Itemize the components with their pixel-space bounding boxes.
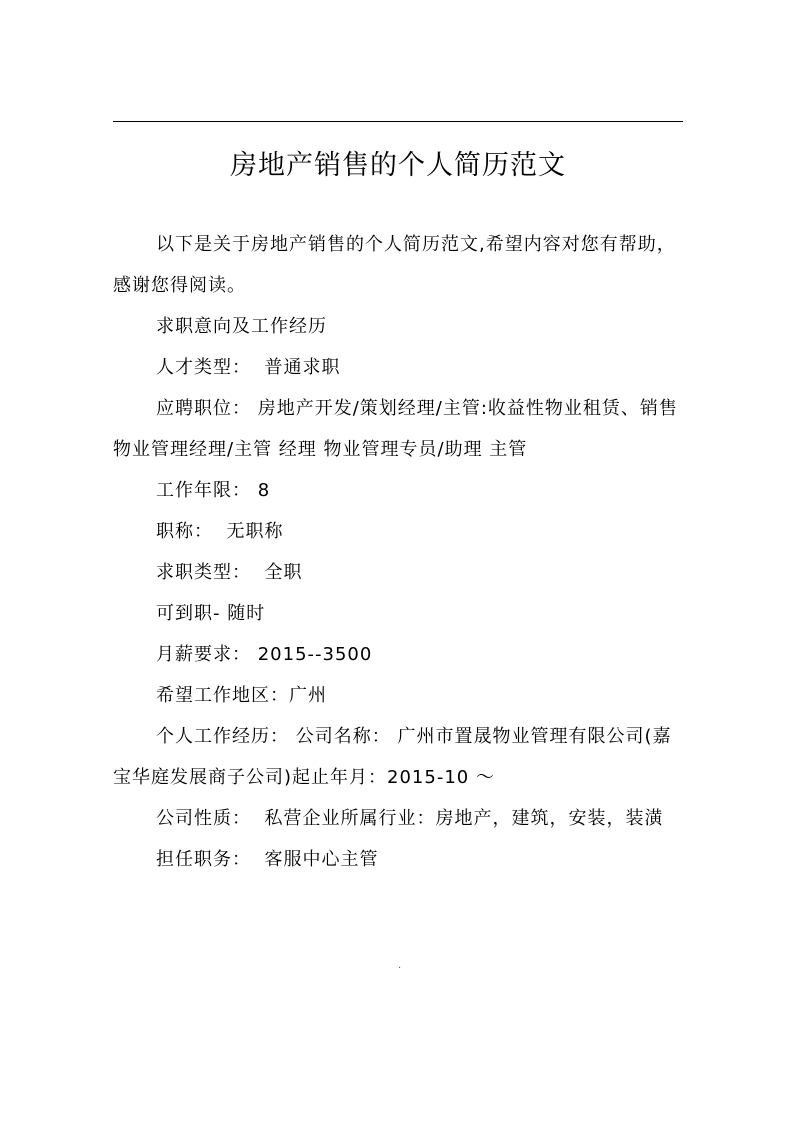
field-company-nature: 公司性质： 私营企业所属行业：房地产，建筑，安装，装潢 [156, 808, 664, 829]
field-applied-position: 应聘职位： 房地产开发/策划经理/主管:收益性物业租赁、销售 物业管理经理/主管 经理 物业管理专员/助理 主管 [113, 398, 685, 460]
field-salary-requirement: 月薪要求： 2015--3500 [156, 644, 373, 665]
field-availability: 可到职- 随时 [156, 603, 266, 624]
field-work-years: 工作年限： 8 [156, 480, 271, 501]
field-job-type: 求职类型： 全职 [156, 562, 303, 583]
field-work-history: 个人工作经历： 公司名称： 广州市置晟物业管理有限公司(嘉宝华庭发展商子公司)起止年月：2015-10 ～ [113, 726, 672, 788]
header-rule [113, 121, 683, 122]
section-heading-job-intent: 求职意向及工作经历 [156, 316, 327, 337]
page-footer-mark: . [398, 960, 402, 971]
field-preferred-region: 希望工作地区：广州 [156, 685, 327, 706]
field-position-held: 担任职务： 客服中心主管 [156, 849, 379, 870]
intro-paragraph: 以下是关于房地产销售的个人简历范文,希望内容对您有帮助，感谢您得阅读。 [113, 234, 676, 296]
field-talent-type: 人才类型： 普通求职 [156, 357, 341, 378]
document-body [113, 224, 683, 880]
field-professional-title: 职称： 无职称 [156, 521, 284, 542]
document-title: 房地产销售的个人简历范文 [230, 150, 566, 181]
